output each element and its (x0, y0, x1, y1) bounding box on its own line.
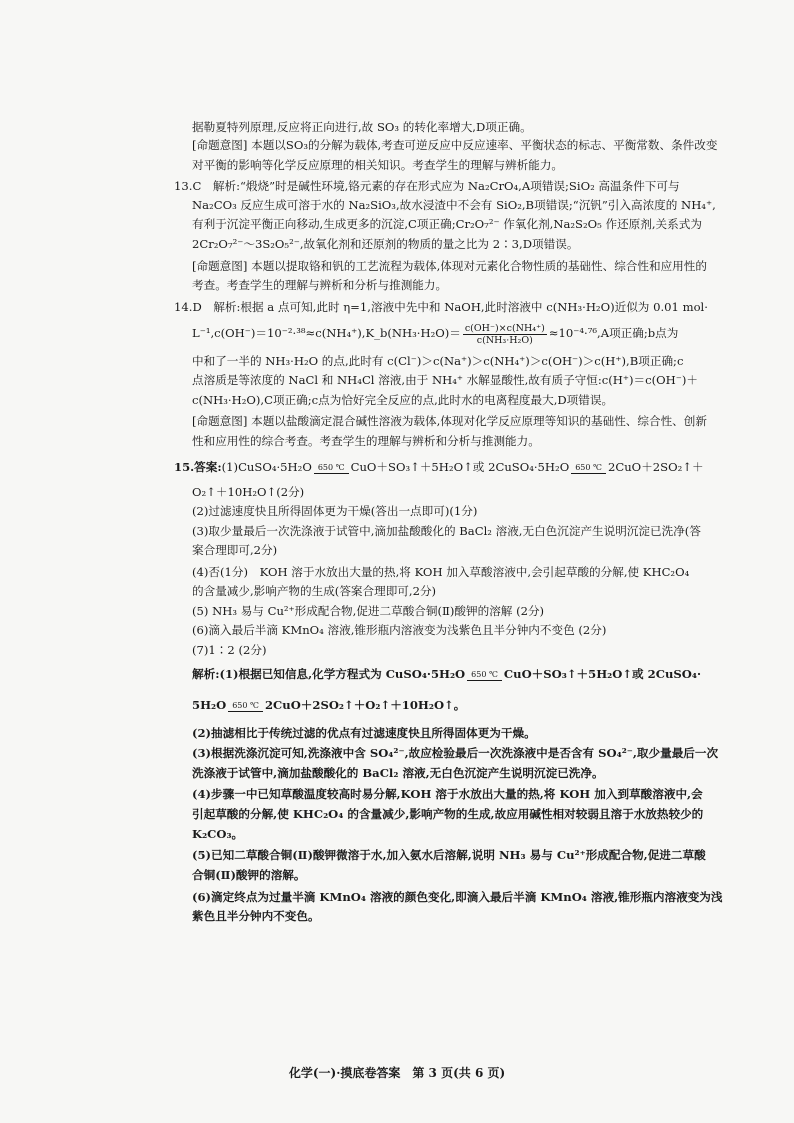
text-line: 对平衡的影响等化学反应原理的相关知识。考查学生的理解与辨析能力。 (192, 158, 564, 172)
q15-analysis-line2-b: 2CuO＋2SO₂↑＋O₂↑＋10H₂O↑。 (264, 698, 466, 712)
text-line: 13.C 解析:“煅烧”时是碱性环境,铬元素的存在形式应为 Na₂CrO₄,A项错误;SiO₂ 高温条件下可与 (174, 179, 680, 193)
reaction-arrow (467, 670, 502, 681)
text-line: 洗涤液于试管中,滴加盐酸酸化的 BaCl₂ 溶液,无白色沉淀产生说明沉淀已洗净。 (192, 766, 604, 780)
text-line: (5) NH₃ 易与 Cu²⁺形成配合物,促进二草酸合铜(Ⅱ)酸钾的溶解 (2分) (192, 604, 545, 618)
q15-analysis-part2: CuO＋SO₃↑＋5H₂O↑或 2CuSO₄· (503, 667, 701, 681)
text-line: [命题意图] 本题以提取铬和钒的工艺流程为载体,体现对元素化合物性质的基础性、综合性和应用性的 (192, 259, 707, 273)
kb-text-part2: ≈10⁻⁴·⁷⁶,A项正确;b点为 (548, 326, 679, 340)
q15-analysis-line (192, 663, 701, 685)
text-line: 有利于沉淀平衡正向移动,生成更多的沉淀,C项正确;Cr₂O₇²⁻ 作氧化剂,Na₂S₂O₅ 作还原剂,关系式为 (192, 217, 702, 231)
reaction-arrow (571, 463, 606, 474)
kb-expression-line (192, 322, 678, 346)
text-line: (2)过滤速度快且所得固体更为干燥(答出一点即可)(1分) (192, 504, 478, 518)
text-line: (4)步骤一中已知草酸温度较高时易分解,KOH 溶于水放出大量的热,将 KOH 加入到草酸溶液中,会 (192, 787, 703, 801)
reaction-condition: 650 ℃ (317, 462, 345, 472)
q15-analysis-line2-a: 5H₂O (192, 698, 227, 712)
text-line: (2)抽滤相比于传统过滤的优点有过滤速度快且所得固体更为干燥。 (192, 726, 536, 740)
text-line: O₂↑＋10H₂O↑(2分) (192, 485, 305, 499)
text-line: c(NH₃·H₂O),C项正确;c点为恰好完全反应的点,此时水的电离程度最大,D项错误。 (192, 393, 614, 407)
text-line: (5)已知二草酸合铜(Ⅱ)酸钾微溶于水,加入氨水后溶解,说明 NH₃ 易与 Cu²⁺形成配合物,促进二草酸 (192, 848, 706, 862)
q15-answer-part1: (1)CuSO₄·5H₂O (221, 460, 312, 474)
q15-answer-part2: CuO＋SO₃↑＋5H₂O↑或 2CuSO₄·5H₂O (350, 460, 570, 474)
text-line: 合铜(Ⅱ)酸钾的溶解。 (192, 868, 306, 882)
text-line: 考查。考查学生的理解与辨析和分析与推测能力。 (192, 278, 448, 292)
text-line: 2Cr₂O₇²⁻～3S₂O₅²⁻,故氧化剂和还原剂的物质的量之比为 2∶3,D项错误。 (192, 237, 579, 251)
reaction-condition: 650 ℃ (575, 462, 602, 472)
text-line: 案合理即可,2分) (192, 543, 278, 557)
text-line: Na₂CO₃ 反应生成可溶于水的 Na₂SiO₃,故水浸渣中不会有 SiO₂,B项错误;“沉钒”引入高浓度的 NH₄⁺, (192, 198, 716, 212)
text-line: 中和了一半的 NH₃·H₂O 的点,此时有 c(Cl⁻)＞c(Na⁺)＞c(NH₄⁺)＞c(OH⁻)＞c(H⁺),B项正确;c (192, 354, 684, 368)
q15-answer-label: 15.答案: (174, 460, 222, 474)
text-line: (6)滴定终点为过量半滴 KMnO₄ 溶液的颜色变化,即滴入最后半滴 KMnO₄ 溶液,锥形瓶内溶液变为浅 (192, 890, 723, 904)
text-line: 的含量减少,影响产物的生成(答案合理即可,2分) (192, 584, 437, 598)
page-footer: 化学(一)·摸底卷答案 第 3 页(共 6 页) (288, 1066, 506, 1080)
q15-analysis-line2 (192, 694, 465, 716)
text-line: (3)取少量最后一次洗涤液于试管中,滴加盐酸酸化的 BaCl₂ 溶液,无白色沉淀产生说明沉淀已洗净(答 (192, 524, 701, 538)
text-line: 紫色且半分钟内不变色。 (192, 909, 320, 923)
q15-analysis-part1: 解析:(1)根据已知信息,化学方程式为 CuSO₄·5H₂O (192, 667, 466, 681)
kb-fraction-numerator: c(OH⁻)×c(NH₄⁺) (464, 322, 545, 334)
reaction-condition: 650 ℃ (471, 669, 498, 679)
reaction-arrow (314, 463, 349, 474)
reaction-arrow (228, 701, 263, 712)
text-line: 14.D 解析:根据 a 点可知,此时 η=1,溶液中先中和 NaOH,此时溶液中 c(NH₃·H₂O)近似为 0.01 mol· (174, 300, 708, 314)
text-line: (6)滴入最后半滴 KMnO₄ 溶液,锥形瓶内溶液变为浅紫色且半分钟内不变色 (2分) (192, 623, 607, 637)
kb-text-part1: L⁻¹,c(OH⁻)＝10⁻²·³⁸≈c(NH₄⁺),K_b(NH₃·H₂O)＝ (192, 326, 461, 340)
text-line: [命题意图] 本题以盐酸滴定混合碱性溶液为载体,体现对化学反应原理等知识的基础性、综合性、创新 (192, 414, 707, 428)
text-line: 性和应用性的综合考查。考查学生的理解与辨析和分析与推测能力。 (192, 434, 540, 448)
kb-fraction-denominator: c(NH₃·H₂O) (476, 334, 533, 346)
kb-fraction (463, 323, 547, 346)
text-line: (4)否(1分) KOH 溶于水放出大量的热,将 KOH 加入草酸溶液中,会引起草酸的分解,使 KHC₂O₄ (192, 565, 690, 579)
text-line: [命题意图] 本题以SO₃的分解为载体,考查可逆反应中反应速率、平衡状态的标志、平衡常数、条件改变 (192, 138, 718, 152)
text-line: K₂CO₃。 (192, 827, 244, 841)
text-line: 据勒夏特列原理,反应将正向进行,故 SO₃ 的转化率增大,D项正确。 (192, 120, 532, 134)
text-line: 引起草酸的分解,使 KHC₂O₄ 的含量减少,影响产物的生成,故应用碱性相对较弱且溶于水放热较少的 (192, 807, 704, 821)
q15-answer-part3: 2CuO＋2SO₂↑＋ (607, 460, 704, 474)
text-line: (7)1∶2 (2分) (192, 643, 267, 657)
text-line: (3)根据洗涤沉淀可知,洗涤液中含 SO₄²⁻,故应检验最后一次洗涤液中是否含有 SO₄²⁻,取少量最后一次 (192, 746, 719, 760)
reaction-condition: 650 ℃ (232, 700, 259, 710)
q15-answer-line (174, 456, 704, 478)
text-line: 点溶质是等浓度的 NaCl 和 NH₄Cl 溶液,由于 NH₄⁺ 水解显酸性,故有质子守恒:c(H⁺)＝c(OH⁻)＋ (192, 373, 699, 387)
